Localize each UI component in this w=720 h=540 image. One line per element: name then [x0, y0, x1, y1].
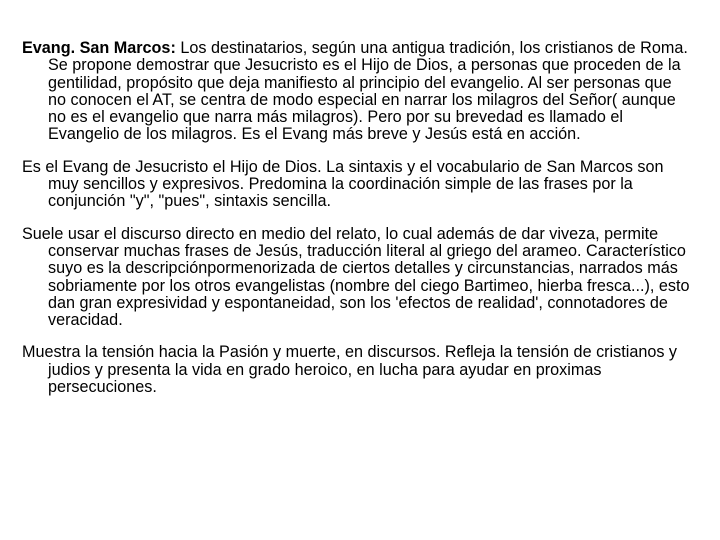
paragraph-1 — [22, 40, 694, 144]
paragraph-4-text: Muestra la tensión hacia la Pasión y muerte, en discursos. Refleja la tensión de cristianos y judios y presenta la vida en grado heroico, en lucha para ayudar en proximas persecuciones. — [22, 343, 678, 397]
paragraph-1-text: Los destinatarios, según una antigua tradición, los cristianos de Roma. Se propone demostrar que Jesucristo es el Hijo de Dios, a personas que proceden de la gentilidad, propósito que deja manifiesto al principio del evangelio. Al ser personas que no conocen el AT, se centra de modo especial en narrar los milagros del Señor( aunque no es el evangelio que narra más milagros). Pero por su brevedad es llamado el Evangelio de los milagros. Es el Evang más breve y Jesús está en acción. — [48, 39, 688, 144]
paragraph-1-lead: Evang. San Marcos: — [22, 39, 176, 57]
paragraph-2 — [22, 159, 694, 211]
paragraph-3-text: Suele usar el discurso directo en medio del relato, lo cual además de dar viveza, permite conservar muchas frases de Jesús, traducción literal al griego del arameo. Característico suyo es la descripciónpormenorizada de ciertos detalles y circunstancias, narrados más sobriamente por los otros evangelistas (nombre del ciego Bartimeo, hierba fresca...), esto dan gran expresividad y espontaneidad, son los 'efectos de realidad', connotadores de veracidad. — [22, 224, 690, 330]
paragraph-4 — [22, 344, 694, 396]
paragraph-2-text: Es el Evang de Jesucristo el Hijo de Dios. La sintaxis y el vocabulario de San Marcos son muy sencillos y expresivos. Predomina la coordinación simple de las frases por la conjunción "y", "pues", sintaxis sencilla. — [22, 157, 664, 211]
paragraph-3 — [22, 226, 694, 330]
slide-content — [22, 40, 694, 411]
